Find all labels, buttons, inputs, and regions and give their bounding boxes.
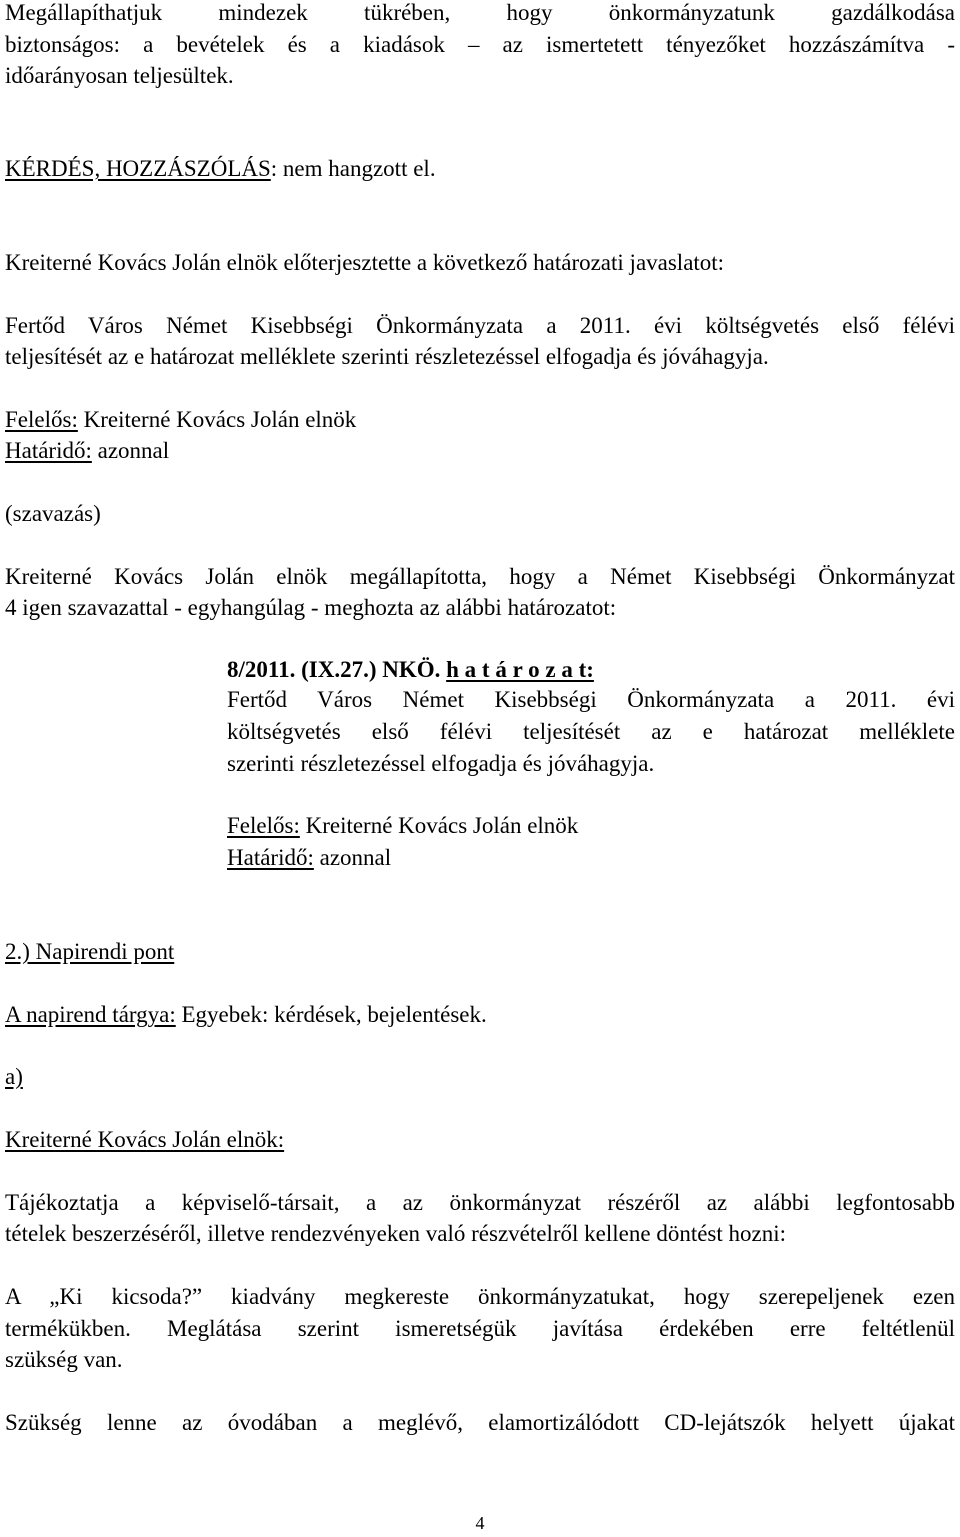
speaker-line: [5, 1126, 955, 1153]
resolution-header: [227, 656, 955, 683]
responsible-value: Kreiterné Kovács Jolán elnök: [77, 407, 357, 432]
questions-label: KÉRDÉS, HOZZÁSZÓLÁS: [5, 156, 271, 181]
questions-line: [5, 155, 955, 182]
resolution-responsible: [227, 812, 955, 839]
speaker-label: Kreiterné Kovács Jolán elnök:: [5, 1127, 285, 1152]
kicsoda-line: szükség van.: [5, 1347, 123, 1372]
proposal-line: Fertőd Város Német Kisebbségi Önkormányzata a 2011. évi költségvetés első félévi: [5, 313, 955, 338]
vote-result-line: Kreiterné Kovács Jolán elnök megállapította, hogy a Német Kisebbségi Önkormányzat: [5, 564, 955, 589]
paragraph-line: biztonságos: a bevételek és a kiadások – az ismertetett tényezőket hozzászámítva -: [5, 32, 955, 57]
resolution-line: szerinti részletezéssel elfogadja és jóváhagyja.: [227, 751, 655, 776]
last-paragraph-line: Szükség lenne az óvodában a meglévő, elamortizálódott CD-lejátszók helyett újakat: [5, 1410, 955, 1435]
agenda-item-label: 2.) Napirendi pont: [5, 939, 175, 964]
resolution-line: költségvetés első félévi teljesítését az e határozat melléklete: [227, 719, 955, 744]
info-line: Tájékoztatja a képviselő-társait, a az önkormányzat részéről az alábbi legfontosabb: [5, 1190, 955, 1215]
page-number: 4: [475, 1513, 485, 1533]
sub-item-label: a): [5, 1064, 23, 1089]
proposal-intro: Kreiterné Kovács Jolán elnök előterjesztette a következő határozati javaslatot:: [5, 250, 725, 275]
proposal-deadline: [5, 437, 955, 464]
agenda-subject-value: Egyebek: kérdések, bejelentések.: [175, 1002, 487, 1027]
paragraph-line: időarányosan teljesültek.: [5, 63, 234, 88]
voting-line: (szavazás): [5, 501, 101, 526]
responsible-label: Felelős:: [227, 813, 300, 838]
responsible-label: Felelős:: [5, 407, 78, 432]
info-line: tételek beszerzéséről, illetve rendezvényeken való részvételről kellene döntést hozni:: [5, 1221, 787, 1246]
deadline-label: Határidő:: [227, 845, 314, 870]
questions-value: : nem hangzott el.: [270, 156, 436, 181]
agenda-item-heading: [5, 938, 955, 965]
resolution-line: Fertőd Város Német Kisebbségi Önkormányzata a 2011. évi: [227, 687, 955, 712]
agenda-subject-label: A napirend tárgya:: [5, 1002, 176, 1027]
deadline-value: azonnal: [91, 438, 170, 463]
kicsoda-line: A „Ki kicsoda?” kiadvány megkereste önkormányzatukat, hogy szerepeljenek ezen: [5, 1284, 955, 1309]
proposal-line: teljesítését az e határozat melléklete szerinti részletezéssel elfogadja és jóváhagyja.: [5, 344, 769, 369]
resolution-number: 8/2011. (IX.27.) NKÖ.: [227, 657, 441, 682]
vote-result-line: 4 igen szavazattal - egyhangúlag - meghozta az alábbi határozatot:: [5, 595, 617, 620]
responsible-value: Kreiterné Kovács Jolán elnök: [299, 813, 579, 838]
resolution-deadline: [227, 844, 955, 871]
deadline-value: azonnal: [313, 845, 392, 870]
sub-item: [5, 1063, 955, 1090]
kicsoda-line: termékükben. Meglátása szerint ismeretségük javítása érdekében erre feltétlenül: [5, 1316, 955, 1341]
proposal-responsible: [5, 406, 955, 433]
deadline-label: Határidő:: [5, 438, 92, 463]
agenda-subject: [5, 1001, 955, 1028]
paragraph-line: Megállapíthatjuk mindezek tükrében, hogy önkormányzatunk gazdálkodása: [5, 0, 955, 25]
resolution-heading: h a t á r o z a t:: [446, 657, 594, 682]
